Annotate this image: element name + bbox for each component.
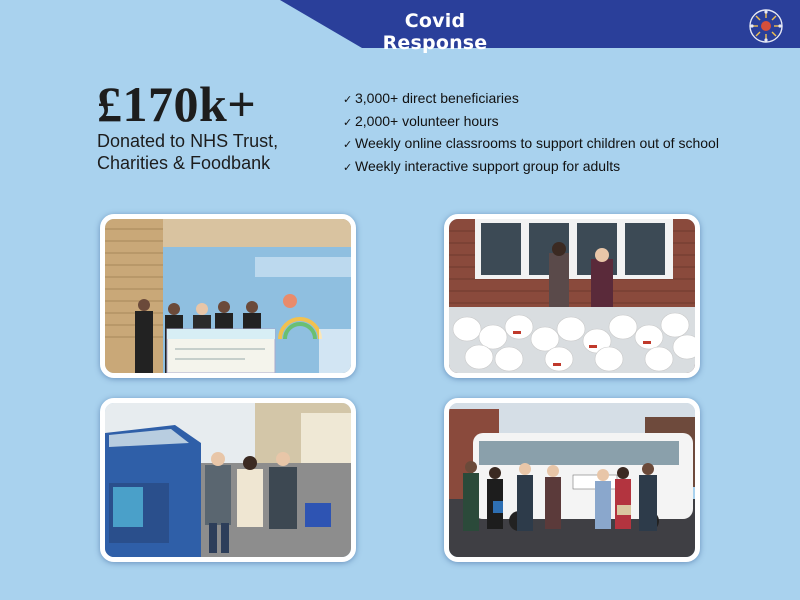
check-icon: ✓ [343, 161, 353, 174]
list-item-text: 3,000+ direct beneficiaries [355, 90, 519, 106]
donation-line-2: Charities & Foodbank [97, 153, 271, 173]
photo-foodbank-parcels [444, 214, 700, 378]
list-item [343, 156, 719, 179]
sunburst-emblem-icon [748, 8, 784, 44]
donation-amount: £170k+ [97, 76, 257, 132]
photo-cheque-presentation [100, 214, 356, 378]
photo-car-delivery [100, 398, 356, 562]
donation-description [97, 130, 337, 174]
page-title: Covid Response [382, 10, 488, 54]
list-item [343, 111, 719, 134]
check-icon: ✓ [343, 94, 353, 106]
check-icon: ✓ [343, 116, 353, 129]
list-item-text: Weekly online classrooms to support children out of school [355, 135, 719, 151]
header-banner [280, 0, 800, 48]
list-item [343, 88, 719, 111]
donation-line-1: Donated to NHS Trust, [97, 131, 279, 151]
list-item-text: Weekly interactive support group for adults [355, 157, 621, 174]
list-item-text: 2,000+ volunteer hours [355, 112, 499, 129]
list-item [343, 133, 719, 156]
achievement-list [343, 88, 719, 178]
photo-minibus-group [444, 398, 700, 562]
check-icon: ✓ [343, 139, 353, 151]
